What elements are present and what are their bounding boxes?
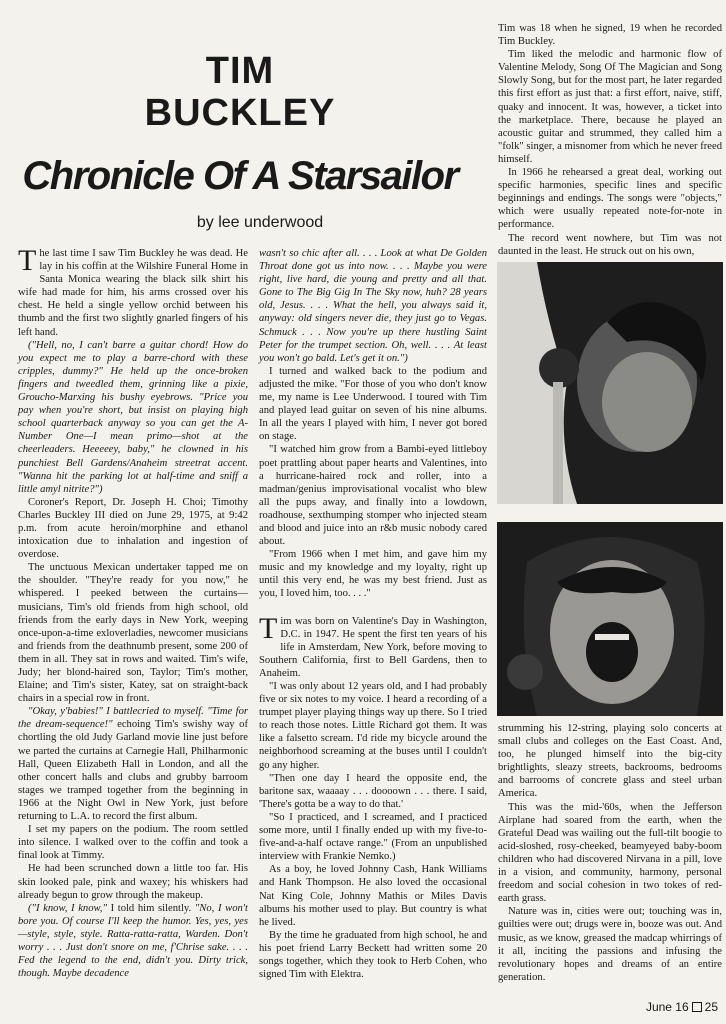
paragraph: "I watched him grow from a Bambi-eyed littleboy poet prattling about paper hearts and Valentines, into a hurricane-haired rock and roller, into a madman/genius improvisational vocalist who blew all the pups away, and finally into a lowdown, roadhouse, sexthumping stomper who injected steam and blood and juice into an r&b music nobody cared about. (259, 444, 487, 548)
column-2 (259, 247, 487, 981)
paragraph: "Then one day I heard the opposite end, the baritone sax, waaaay . . . doooown . . . there. I said, 'There's gotta be a way to do that.' (259, 772, 487, 810)
paragraph: "So I practiced, and I screamed, and I practiced some more, until I finally ended up with my five-to-five-and-a-half octave range." (From an unpublished interview with Frankie Nemko.) (259, 811, 487, 863)
paragraph: Coroner's Report, Dr. Joseph H. Choi; Timothy Charles Buckley III died on June 29, 1975, at 9:42 p.m. from acute heroin/morphine and ethanol intoxication due to inhalation and ingestion of overdose. (18, 496, 248, 561)
column-3-bottom (498, 722, 722, 984)
photo-singer-microphone (497, 262, 723, 504)
column-1 (18, 244, 249, 980)
paragraph: He had been scrunched down a little too far. His skin looked pale, pink and waxey; his whiskers had already begun to grow through the makeup. (18, 863, 248, 901)
issue-date: June 16 (645, 1000, 689, 1014)
paragraph: Tim liked the melodic and harmonic flow of Valentine Melody, Song Of The Magician and Song Slowly Song, but for the most part, he later regarded this first effort as just that: a first effort, naive, stiff, quaky and innocent. It was, however, a ticket into the marketplace. There, because he played an acoustic guitar and strummed, they called him a "folk" singer, a misnomer from which he never freed himself. (498, 49, 722, 165)
paragraph: Tim was born on Valentine's Day in Washington, D.C. in 1947. He spent the first ten years of his life in Amsterdam, New York, before moving to Southern California, first to Bell Gardens, then to Anaheim. (259, 611, 487, 679)
paragraph: wasn't so chic after all. . . . Look at what De Golden Throat done got us into now. . . . Maybe you were right, live hard, die young and pretty and all that. Gone to The Big Gig In The Sky now, huh? 28 years old, Jesus. . . . What the hell, you always said it, anyway: old singers never die, they just go to Vegas. Schmuck . . . Now you're up there hustling Saint Peter for the trumpet section. Oh, well. . . . At least you won't go bald. Let's get it on.") (259, 248, 487, 364)
drop-cap: T (18, 244, 37, 277)
article-subtitle: Chronicle Of A Starsailor (22, 154, 458, 198)
paragraph: ("I know, I know," I told him silently. "No, I won't bore you. Of course I'll keep the humor. Yes, yes, yes—style, style, style. Ratta-ratta-ratta, Warden. Don't worry . . . Just don't snore on me, f'Chrise sake. . . . Fed the legend to the end, didn't you. Dirty trick, though. Maybe decadence (18, 902, 248, 980)
page-number: 25 (704, 1000, 718, 1014)
photo-illustration (497, 262, 723, 504)
paragraph: "From 1966 when I met him, and gave him my music and my knowledge and my loyalty, right up until this very end, he was my best friend. Just as you, I loved him, too. . . ." (259, 549, 487, 600)
paragraph: I set my papers on the podium. The room settled into silence. I walked over to the coffin and took a final look at Timmy. (18, 824, 248, 862)
paragraph: In 1966 he rehearsed a great deal, working out specific harmonies, specific lines and specific beginnings and endings. The songs were "objects," which were usually repeated note-for-note in performance. (498, 167, 722, 231)
paragraph: strumming his 12-string, playing solo concerts at small clubs and colleges on the East Coast. And, too, he plunged himself into the big-city brightlights, sleazy streets, backrooms, bedrooms and barrooms of concrete glass and steel urban America. (498, 723, 722, 800)
byline: by lee underwood (196, 214, 324, 231)
column-3-top (498, 22, 722, 258)
paragraph: ("Hell, no, I can't barre a guitar chord! How do you expect me to play a barre-chord with these cripples, dummy?" He held up the once-broken fingers and tweedled them, grinning like a pixie, Groucho-Marxing his bushy eyebrows. "Price you pay when you're short, but insist on playing high school quarterback anyway so you can get the A-Number One—I mean primo—shot at the cheerleaders. Heeeeey, baby," he clowned in his punchiest Bell Gardens/Anaheim streetrat accent. "Wanna hit the parking lot at half-time and sniff a little amyl nitrite?") (18, 339, 248, 495)
title-line-1: TIM (205, 50, 275, 92)
box-glyph (692, 1002, 702, 1012)
paragraph: I turned and walked back to the podium and adjusted the mike. "For those of you who don't know me, my name is Lee Underwood. I toured with Tim and played lead guitar on seven of his nine albums. In all the years I played with him, I never got bored on stage. (259, 365, 487, 443)
title-line-2: BUCKLEY (144, 92, 336, 134)
paragraph: "Okay, y'babies!" I battlecried to myself. "Time for the dream-sequence!" echoing Tim's swishy way of chortling the old Judy Garland movie line just before we parted the curtains at Carnegie Hall, Philharmonic Hall, Queen Elizabeth Hall in London, and all the other concert halls and clubs and grubby barroom stages we tramped together from the beginning in 1966 at the Night Owl in New York, just before returning to L.A. to record the first album. (18, 706, 249, 823)
paragraph: Nature was in, cities were out; touching was in, guilties were out; drugs were in, booze was out. And music, as we know, greased the madcap whirrings of it all, inciting the passions and infusing the revolutionary hopes and dreams of an entire generation. (498, 906, 722, 983)
photo-singer-screaming (497, 522, 723, 716)
paragraph: Tim was 18 when he signed, 19 when he recorded Tim Buckley. (498, 23, 722, 48)
paragraph: "I was only about 12 years old, and I had probably five or six notes to my voice. I heard a recording of a trumpet player playing things way up there. So I tried to reach those notes. Little Richard got them. It was like a falsetto scream. I'd ride my bicycle around the neighborhood screaming at the buses until I couldn't go any higher. (259, 681, 487, 771)
paragraph: As a boy, he loved Johnny Cash, Hank Williams and Hank Thompson. He also loved the occasional Nat King Cole, Johnny Mathis or Miles Davis albums his mother used to play. But country is what he lived. (259, 864, 487, 928)
photo-illustration (497, 522, 723, 716)
paragraph: The unctuous Mexican undertaker tapped me on the shoulder. "They're ready for you now," he whispered. I peeked between the curtains—musicians, Tim's old friends from high school, old friends from the early days in New York, weeping once-upon-a-time exloverladies, newcomer musicians and friends from the deathnumb present, some 200 of them in all. They sat in rows and waited. Tim's wife, Judy; her blond-haired son, Taylor; Tim's mother, Elaine; and Tim's sister, Katey, sat on straight-back chairs in a special row in front. (18, 562, 248, 705)
page-footer (646, 1000, 718, 1014)
paragraph: By the time he graduated from high school, he and his poet friend Larry Beckett had written some 20 songs together, which they took to Herb Cohen, who signed Tim with Elektra. (259, 929, 487, 981)
paragraph: The record went nowhere, but Tim was not daunted in the least. He struck out on his own, (498, 232, 722, 257)
paragraph: This was the mid-'60s, when the Jefferson Airplane had soared from the earth, when the Grateful Dead was wailing out the full-tilt boogie to acid-sloshed, rosy-cheeked, beamyeyed baby-boom children who had discovered Nirvana in a pill, love in a vision, and community, harmony, personal freedom and social cohesion in two tokes of red-earth grass. (498, 801, 722, 905)
drop-cap: T (259, 611, 278, 645)
title-block (0, 50, 480, 200)
paragraph: The last time I saw Tim Buckley he was dead. He lay in his coffin at the Wilshire Funeral Home in Santa Monica wearing the black silk shirt his wife had made for him, his arms crossed over his chest. He held a single yellow orchid between his thumb and the first two slightly gnarled fingers of his left hand. (18, 244, 248, 338)
